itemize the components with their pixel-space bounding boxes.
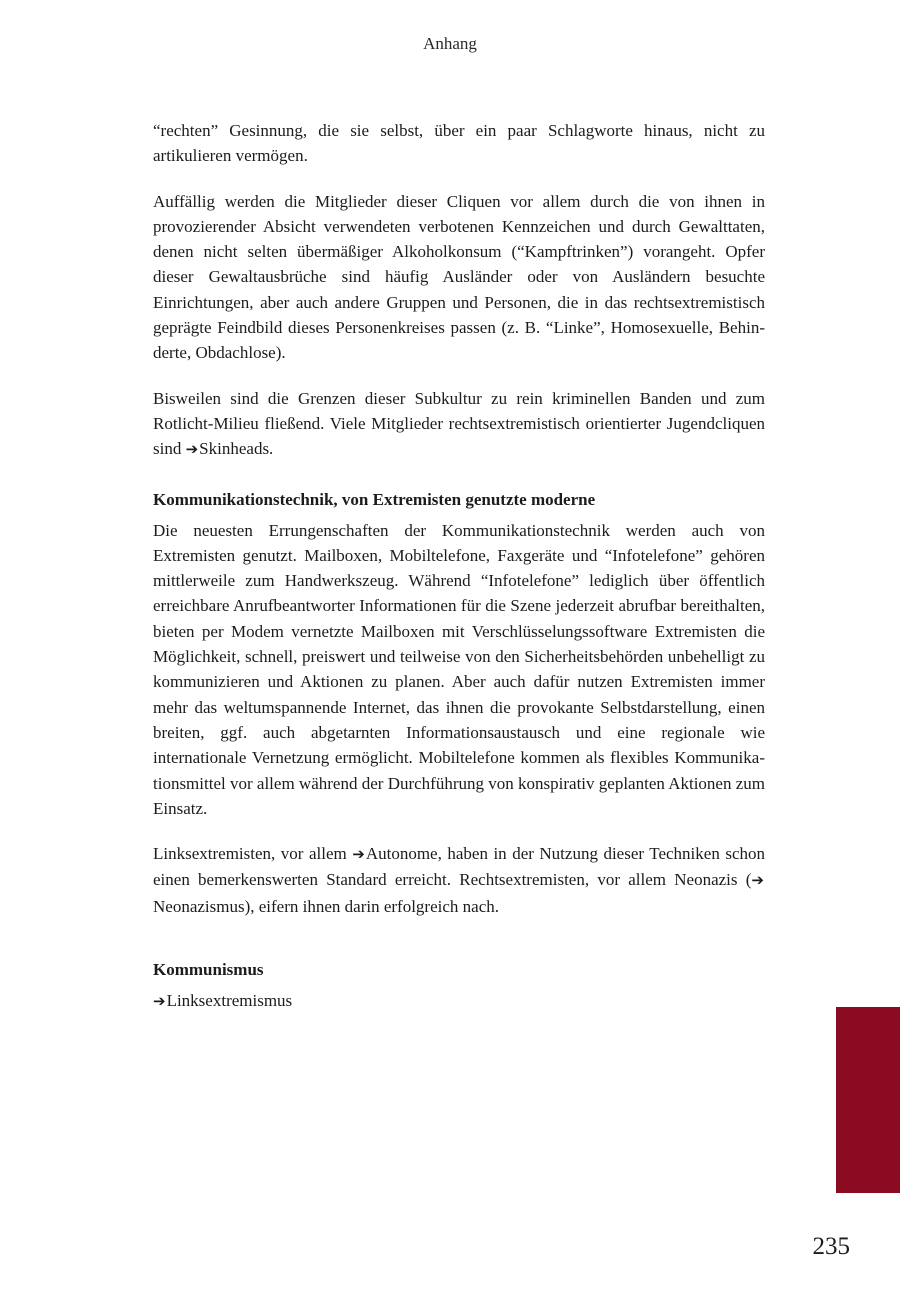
page-body bbox=[153, 118, 765, 1014]
running-head: Anhang bbox=[423, 34, 477, 53]
right-arrow-icon: ➔ bbox=[751, 871, 764, 890]
right-arrow-icon: ➔ bbox=[185, 440, 199, 459]
entry-heading-kommunikationstechnik: Kommunikationstechnik, von Extremisten genutzte moderne bbox=[153, 489, 596, 509]
right-arrow-icon: ➔ bbox=[352, 845, 365, 864]
paragraph-linksextremisten-text-c: ), eifern ihnen darin erfolgreich nach. bbox=[244, 896, 499, 916]
cross-reference-skinheads[interactable]: Skinheads. bbox=[199, 439, 274, 459]
paragraph-subkultur-text: Bisweilen sind die Grenzen dieser Subkultur zu rein kriminellen Banden und zum Rotlicht-Milieu fließend. Viele Mitglieder rechtsextremistisch orientierter Jugendcliquen sind bbox=[153, 388, 765, 459]
entry-heading-kommunismus: Kommunismus bbox=[153, 960, 264, 980]
cross-reference-linksextremismus-line bbox=[153, 988, 765, 1014]
page-number: 235 bbox=[812, 1233, 850, 1260]
paragraph-linksextremisten-text-a: Linksextremisten, vor allem bbox=[153, 844, 353, 864]
cross-reference-neonazismus[interactable]: Neonazismus bbox=[153, 896, 245, 916]
paragraph-kommunikationstechnik: Die neuesten Errungenschaften der Kommunikationstechnik werden auch von Extremisten genutzt. Mailboxen, Mobiltelefone, Faxgeräte und “Infotelefone” gehören mittlerweile zum Handwerkszeug. Während “Infotelefone” lediglich über öffentlich erreichbare Anrufbeantworter Informationen für die Szene jederzeit abrufbar bereithalten, bieten per Modem vernetzte Mailboxen mit Verschlüsselungssoftware Extremisten die Möglichkeit, schnell, preiswert und teilweise von den Sicherheitsbehörden unbehelligt zu kommunizieren und Aktionen zu planen. Aber auch dafür nutzen Extremisten immer mehr das weltumspannende Internet, das ihnen die provokante Selbstdarstellung, einen breiten, ggf. auch abgetarnten Informationsaustausch und eine regionale wie internationale Vernetzung ermöglicht. Mobiltelefone kommen als flexibles Kommunikationsmittel vor allem während der Durchführung von konspirativ geplanten Aktionen zum Einsatz. bbox=[153, 520, 765, 818]
paragraph-linksextremisten-text-b: , haben in der Nutzung dieser Techniken schon einen bemerkenswerten Standard erreicht. Rechtsextremisten, vor allem Neonazis ( bbox=[153, 844, 765, 890]
paragraph-linksextremisten bbox=[153, 841, 765, 919]
cross-reference-linksextremismus[interactable]: Linksextremismus bbox=[166, 991, 293, 1011]
paragraph-gewalttaten: Auffällig werden die Mitglieder dieser Cliquen vor allem durch die von ihnen in provozierender Absicht verwendeten verbotenen Kennzeichen und durch Gewalttaten, denen nicht selten übermäßiger Alkoholkonsum (“Kampftrinken”) vorangeht. Opfer dieser Gewaltausbrüche sind häufig Ausländer oder von Ausländern besuchte Einrichtungen, aber auch andere Gruppen und Personen, die in das rechtsextremistisch geprägte Feindbild dieses Personenkreises passen (z. B. “Linke”, Homosexuelle, Behinderte, Obdachlose). bbox=[153, 191, 765, 363]
right-arrow-icon: ➔ bbox=[153, 992, 166, 1011]
paragraph-rechte-gesinnung: “rechten” Gesinnung, die sie selbst, über ein paar Schlagworte hinaus, nicht zu artikulieren vermögen. bbox=[153, 121, 765, 166]
cross-reference-autonome[interactable]: Autonome bbox=[365, 844, 438, 864]
paragraph-subkultur bbox=[153, 386, 765, 463]
chapter-tab-marker bbox=[836, 1007, 900, 1193]
